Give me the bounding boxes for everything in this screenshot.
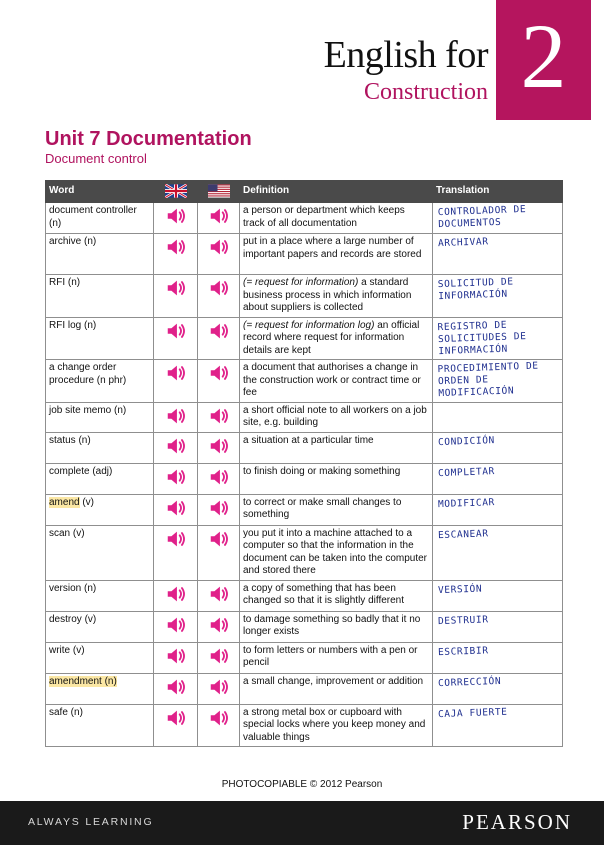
speaker-icon xyxy=(208,583,230,605)
word-cell xyxy=(46,611,154,642)
vocabulary-table xyxy=(45,180,563,747)
uk-audio-button[interactable] xyxy=(154,611,198,642)
speaker-icon xyxy=(165,205,187,227)
book-subtitle: Construction xyxy=(364,79,488,105)
word-text: document controller (n) xyxy=(49,205,137,229)
column-header-definition: Definition xyxy=(240,181,433,203)
translation-handwritten: CONDICIÓN xyxy=(437,434,496,448)
translation-handwritten: DESTRUIR xyxy=(437,613,489,627)
definition-cell xyxy=(240,402,433,432)
table-row xyxy=(46,234,563,275)
speaker-icon xyxy=(208,320,230,342)
definition-text: to damage something so badly that it no longer exists xyxy=(243,613,421,637)
speaker-icon xyxy=(165,466,187,488)
translation-cell xyxy=(433,203,563,234)
definition-text: a situation at a particular time xyxy=(243,434,374,446)
speaker-icon xyxy=(208,362,230,384)
definition-text: put in a place where a large number of important papers and records are stored xyxy=(243,236,422,260)
column-header-uk xyxy=(154,181,198,203)
translation-cell xyxy=(433,402,563,432)
word-text: a change order procedure (n phr) xyxy=(49,362,127,386)
word-cell xyxy=(46,673,154,704)
uk-audio-button[interactable] xyxy=(154,432,198,463)
definition-cell xyxy=(240,275,433,318)
translation-cell xyxy=(433,360,563,403)
us-audio-button[interactable] xyxy=(198,203,240,234)
word-cell xyxy=(46,234,154,275)
definition-text: to form letters or numbers with a pen or pencil xyxy=(243,644,418,668)
speaker-icon xyxy=(165,645,187,667)
translation-handwritten: REGISTRO DE SOLICITUDES DE INFORMACIÓN xyxy=(437,319,527,357)
translation-cell xyxy=(433,611,563,642)
speaker-icon xyxy=(208,614,230,636)
table-row xyxy=(46,580,563,611)
word-cell xyxy=(46,704,154,747)
word-text: safe (n) xyxy=(49,706,83,718)
column-header-translation: Translation xyxy=(433,181,563,203)
definition-abbrev: (= request for information) xyxy=(243,277,359,288)
book-title: English for xyxy=(323,34,488,76)
table-header-row xyxy=(46,181,563,203)
definition-text: you put it into a machine attached to a computer so that the information in the document can be taken into the computer and stored there xyxy=(243,527,428,576)
speaker-icon xyxy=(165,614,187,636)
translation-handwritten: CORRECCIÓN xyxy=(437,675,502,689)
speaker-icon xyxy=(208,707,230,729)
speaker-icon xyxy=(208,236,230,258)
footer-bar xyxy=(0,801,604,845)
uk-audio-button[interactable] xyxy=(154,402,198,432)
definition-cell xyxy=(240,642,433,673)
speaker-icon xyxy=(165,528,187,550)
translation-cell xyxy=(433,317,563,360)
us-audio-button[interactable] xyxy=(198,360,240,403)
speaker-icon xyxy=(165,583,187,605)
unit-subtitle: Document control xyxy=(45,151,147,166)
word-text: status (n) xyxy=(49,434,91,446)
uk-audio-button[interactable] xyxy=(154,704,198,747)
translation-handwritten: ESCRIBIR xyxy=(437,644,489,658)
table-row xyxy=(46,275,563,318)
definition-text: a document that authorises a change in the construction work or contract time or fee xyxy=(243,362,421,398)
uk-audio-button[interactable] xyxy=(154,203,198,234)
word-cell xyxy=(46,203,154,234)
definition-cell xyxy=(240,234,433,275)
speaker-icon xyxy=(208,405,230,427)
us-flag-icon xyxy=(208,184,230,198)
word-cell xyxy=(46,525,154,580)
highlighted-word: amendment (n) xyxy=(49,675,117,687)
translation-cell xyxy=(433,463,563,494)
translation-cell xyxy=(433,642,563,673)
definition-abbrev: (= request for information log) xyxy=(243,319,375,331)
speaker-icon xyxy=(208,205,230,227)
definition-text: to finish doing or making something xyxy=(243,465,401,477)
footer-slogan: ALWAYS LEARNING xyxy=(28,816,154,828)
definition-cell xyxy=(240,432,433,463)
speaker-icon xyxy=(165,236,187,258)
us-audio-button[interactable] xyxy=(198,275,240,318)
speaker-icon xyxy=(208,676,230,698)
word-cell xyxy=(46,402,154,432)
speaker-icon xyxy=(165,497,187,519)
table-row xyxy=(46,525,563,580)
definition-text: a small change, improvement or addition xyxy=(243,675,424,687)
speaker-icon xyxy=(208,277,230,299)
translation-handwritten: COMPLETAR xyxy=(437,465,496,479)
page-header xyxy=(0,0,604,120)
speaker-icon xyxy=(208,466,230,488)
us-audio-button[interactable] xyxy=(198,642,240,673)
uk-audio-button[interactable] xyxy=(154,580,198,611)
unit-title: Unit 7 Documentation xyxy=(45,128,252,150)
speaker-icon xyxy=(165,676,187,698)
us-audio-button[interactable] xyxy=(198,432,240,463)
definition-cell xyxy=(240,203,433,234)
definition-cell xyxy=(240,525,433,580)
us-audio-button[interactable] xyxy=(198,611,240,642)
translation-handwritten: SOLICITUD DE INFORMACIÓN xyxy=(437,276,514,303)
translation-handwritten: CONTROLADOR DE DOCUMENTOS xyxy=(437,203,527,231)
translation-handwritten: VERSIÓN xyxy=(437,583,483,596)
uk-audio-button[interactable] xyxy=(154,494,198,525)
word-text: scan (v) xyxy=(49,527,85,539)
definition-text: a short official note to all workers on a job site, e.g. building xyxy=(243,404,427,428)
uk-flag-icon xyxy=(165,184,187,198)
publisher-logo: PEARSON xyxy=(462,810,572,834)
translation-cell xyxy=(433,525,563,580)
table-row xyxy=(46,673,563,704)
speaker-icon xyxy=(208,645,230,667)
table-row xyxy=(46,317,563,360)
uk-audio-button[interactable] xyxy=(154,360,198,403)
uk-audio-button[interactable] xyxy=(154,463,198,494)
table-row xyxy=(46,704,563,747)
definition-text: a standard business process in which information about suppliers is collected xyxy=(243,277,412,313)
word-cell xyxy=(46,317,154,360)
definition-text: an official record where request for information details are kept xyxy=(243,319,420,356)
highlighted-word: amend xyxy=(49,496,80,508)
translation-handwritten: ESCANEAR xyxy=(437,527,489,541)
definition-text: to correct or make small changes to something xyxy=(243,496,402,520)
us-audio-button[interactable] xyxy=(198,673,240,704)
word-text: destroy (v) xyxy=(49,613,97,625)
speaker-icon xyxy=(208,435,230,457)
word-cell xyxy=(46,642,154,673)
us-audio-button[interactable] xyxy=(198,704,240,747)
definition-cell xyxy=(240,704,433,747)
us-audio-button[interactable] xyxy=(198,525,240,580)
translation-cell xyxy=(433,275,563,318)
us-audio-button[interactable] xyxy=(198,463,240,494)
translation-cell xyxy=(433,673,563,704)
definition-cell xyxy=(240,463,433,494)
word-cell xyxy=(46,275,154,318)
word-cell xyxy=(46,580,154,611)
definition-text: a copy of something that has been changed so that it is slightly different xyxy=(243,582,405,606)
us-audio-button[interactable] xyxy=(198,494,240,525)
translation-handwritten: ARCHIVAR xyxy=(437,236,489,250)
table-row xyxy=(46,360,563,403)
translation-handwritten: CAJA FUERTE xyxy=(437,706,508,720)
translation-handwritten xyxy=(436,402,559,406)
us-audio-button[interactable] xyxy=(198,317,240,360)
speaker-icon xyxy=(208,528,230,550)
definition-cell xyxy=(240,611,433,642)
definition-cell xyxy=(240,317,433,360)
table-row xyxy=(46,203,563,234)
speaker-icon xyxy=(165,277,187,299)
translation-handwritten: MODIFICAR xyxy=(437,496,496,510)
copyright-note: PHOTOCOPIABLE © 2012 Pearson xyxy=(221,779,383,790)
definition-cell xyxy=(240,580,433,611)
translation-handwritten: PROCEDIMIENTO DE ORDEN DE MODIFICACIÓN xyxy=(437,360,539,400)
table-row xyxy=(46,494,563,525)
speaker-icon xyxy=(165,405,187,427)
word-text: RFI (n) xyxy=(49,277,81,288)
definition-cell xyxy=(240,360,433,403)
uk-audio-button[interactable] xyxy=(154,642,198,673)
uk-audio-button[interactable] xyxy=(154,525,198,580)
uk-audio-button[interactable] xyxy=(154,317,198,360)
word-cell xyxy=(46,494,154,525)
level-badge: 2 xyxy=(496,0,591,120)
definition-cell xyxy=(240,494,433,525)
speaker-icon xyxy=(208,497,230,519)
word-cell xyxy=(46,432,154,463)
word-text: write (v) xyxy=(49,644,85,656)
speaker-icon xyxy=(165,362,187,384)
word-text: job site memo (n) xyxy=(49,404,127,416)
table-row xyxy=(46,463,563,494)
translation-cell xyxy=(433,704,563,747)
speaker-icon xyxy=(165,435,187,457)
word-cell xyxy=(46,360,154,403)
table-row xyxy=(46,432,563,463)
definition-cell xyxy=(240,673,433,704)
speaker-icon xyxy=(165,707,187,729)
translation-cell xyxy=(433,580,563,611)
definition-text: a strong metal box or cupboard with special locks where you keep money and valuable things xyxy=(243,706,426,743)
table-row xyxy=(46,402,563,432)
word-text: version (n) xyxy=(49,582,97,594)
translation-cell xyxy=(433,494,563,525)
definition-text: a person or department which keeps track of all documentation xyxy=(243,205,405,229)
us-audio-button[interactable] xyxy=(198,234,240,275)
word-text: (v) xyxy=(79,496,95,508)
column-header-word: Word xyxy=(46,181,154,203)
uk-audio-button[interactable] xyxy=(154,275,198,318)
word-text: complete (adj) xyxy=(49,465,113,477)
word-text: RFI log (n) xyxy=(49,319,97,331)
word-text: archive (n) xyxy=(49,236,97,247)
table-row xyxy=(46,642,563,673)
word-cell xyxy=(46,463,154,494)
column-header-us xyxy=(198,181,240,203)
us-audio-button[interactable] xyxy=(198,580,240,611)
speaker-icon xyxy=(165,320,187,342)
uk-audio-button[interactable] xyxy=(154,673,198,704)
table-row xyxy=(46,611,563,642)
us-audio-button[interactable] xyxy=(198,402,240,432)
uk-audio-button[interactable] xyxy=(154,234,198,275)
translation-cell xyxy=(433,432,563,463)
translation-cell xyxy=(433,234,563,275)
